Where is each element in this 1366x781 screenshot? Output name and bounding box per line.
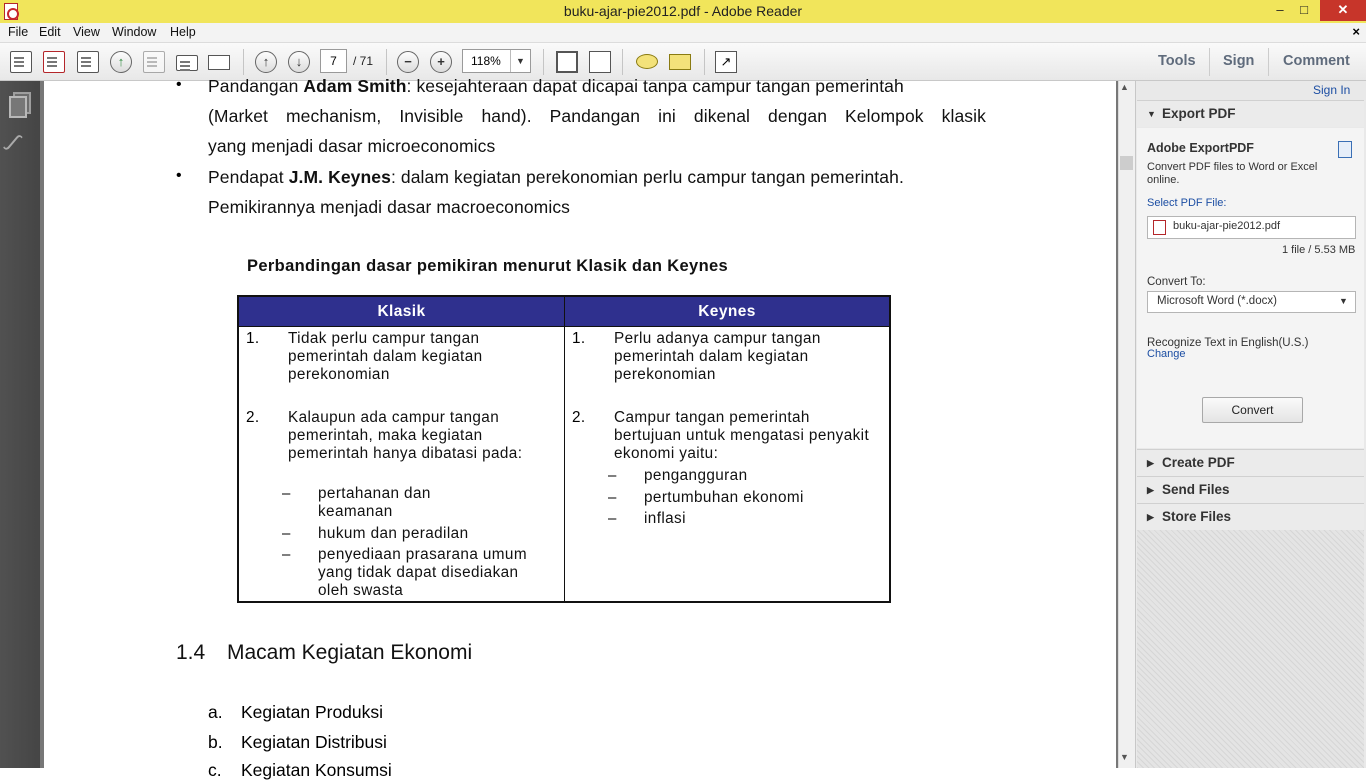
- keynes-item-number: 2.: [572, 409, 586, 426]
- zoom-select[interactable]: [462, 49, 531, 73]
- chevron-down-icon[interactable]: ▼: [510, 50, 530, 72]
- highlight-icon[interactable]: [669, 54, 691, 70]
- table-header-rule: [239, 326, 889, 327]
- bullet-text-line: [208, 136, 495, 157]
- text-run: Pendapat: [208, 167, 289, 187]
- klasik-item-number: 2.: [246, 409, 260, 426]
- klasik-subitem: penyediaan prasarana umum yang tidak dapat disediakan oleh swasta: [318, 546, 527, 599]
- format-value: Microsoft Word (*.docx): [1157, 295, 1277, 307]
- change-language-link[interactable]: Change: [1147, 348, 1186, 360]
- section-title: Macam Kegiatan Ekonomi: [227, 641, 473, 664]
- previous-page-icon[interactable]: ↑: [255, 51, 277, 73]
- comment-link[interactable]: Comment: [1283, 53, 1350, 69]
- toolbar-separator: [386, 49, 387, 75]
- list-item: Kegiatan Konsumsi: [241, 760, 392, 780]
- keynes-item-text: Campur tangan pemerintah bertujuan untuk mengatasi penyakit ekonomi yaitu:: [614, 409, 870, 462]
- klasik-subitem: pertahanan dan keamanan: [318, 485, 431, 520]
- menu-window[interactable]: Window: [112, 25, 157, 39]
- table-header-keynes: Keynes: [565, 297, 889, 326]
- menu-help[interactable]: Help: [170, 25, 196, 39]
- text-run: : dalam kegiatan perekonomian perlu campur tangan pemerintah.: [390, 167, 904, 187]
- text-run: (Market mechanism, Invisible hand). Pandangan ini dikenal dengan Kelompok klasik: [208, 106, 986, 126]
- bullet-icon: •: [176, 167, 182, 184]
- text-run: : kesejahteraan dapat dicapai tanpa campur tangan pemerintah: [406, 76, 904, 96]
- toolbar-separator: [622, 49, 623, 75]
- edit-pdf-icon[interactable]: [77, 51, 99, 73]
- close-button[interactable]: ✕: [1320, 0, 1366, 21]
- text-run: Pandangan: [208, 76, 304, 96]
- sign-in-link[interactable]: Sign In: [1313, 83, 1351, 97]
- file-name: buku-ajar-pie2012.pdf: [1173, 220, 1281, 232]
- send-files-section-header[interactable]: [1137, 476, 1364, 503]
- comment-icon[interactable]: [636, 54, 658, 69]
- export-service-icon: [1338, 141, 1352, 158]
- bullet-text-line: [208, 197, 570, 218]
- keynes-subitem: inflasi: [644, 510, 686, 527]
- toolbar-separator: [243, 49, 244, 75]
- select-file-label: Select PDF File:: [1147, 197, 1227, 209]
- klasik-item-number: 1.: [246, 330, 260, 347]
- file-size: 1 file / 5.53 MB: [1282, 244, 1356, 256]
- toolbar-separator: [1268, 48, 1269, 76]
- fullscreen-icon[interactable]: ↗: [715, 51, 737, 73]
- chevron-down-icon[interactable]: ▼: [1339, 296, 1348, 306]
- menu-view[interactable]: View: [73, 25, 100, 39]
- klasik-subitem: hukum dan peradilan: [318, 525, 469, 542]
- tools-link[interactable]: Tools: [1158, 53, 1196, 69]
- keynes-item-number: 1.: [572, 330, 586, 347]
- attachments-icon[interactable]: ∫: [3, 129, 25, 153]
- dash-icon: –: [608, 510, 617, 527]
- zoom-out-icon[interactable]: −: [397, 51, 419, 73]
- page-thumbnails-icon[interactable]: [9, 92, 29, 114]
- export-description: Convert PDF files to Word or Excel online.: [1147, 161, 1318, 186]
- fit-page-icon[interactable]: [556, 51, 578, 73]
- page-total: / 71: [353, 54, 374, 68]
- table-column-divider: [564, 297, 565, 602]
- sign-link[interactable]: Sign: [1223, 53, 1255, 69]
- list-letter: c.: [208, 760, 222, 780]
- zoom-value: 118%: [471, 54, 501, 68]
- upload-icon[interactable]: ↑: [110, 51, 132, 73]
- dash-icon: –: [608, 467, 617, 484]
- convert-button[interactable]: Convert: [1202, 397, 1303, 423]
- email-icon[interactable]: [208, 55, 230, 70]
- recognize-text-label: Recognize Text in English(U.S.): [1147, 337, 1309, 349]
- list-item: Kegiatan Produksi: [241, 702, 384, 722]
- create-pdf-section-title: Create PDF: [1162, 455, 1235, 470]
- vertical-scrollbar[interactable]: [1118, 81, 1135, 768]
- dash-icon: –: [282, 485, 291, 502]
- export-pdf-icon[interactable]: [43, 51, 65, 73]
- minimize-button[interactable]: –: [1276, 2, 1284, 17]
- table-header-klasik: Klasik: [239, 297, 564, 326]
- page-number-input[interactable]: 7: [320, 49, 347, 73]
- export-title: Adobe ExportPDF: [1147, 141, 1254, 155]
- empty-pane-area: [1137, 530, 1364, 768]
- next-page-icon[interactable]: ↓: [288, 51, 310, 73]
- toolbar-separator: [1209, 48, 1210, 76]
- keynes-subitem: pertumbuhan ekonomi: [644, 489, 804, 506]
- toolbar-separator: [704, 49, 705, 75]
- store-files-section-header[interactable]: [1137, 503, 1364, 530]
- convert-to-label: Convert To:: [1147, 276, 1206, 288]
- menu-bar: [0, 23, 1366, 43]
- zoom-in-icon[interactable]: +: [430, 51, 452, 73]
- pdf-file-icon: [1153, 220, 1166, 235]
- window-title: buku-ajar-pie2012.pdf - Adobe Reader: [563, 3, 803, 19]
- store-files-section-title: Store Files: [1162, 509, 1232, 524]
- dash-icon: –: [608, 489, 617, 506]
- menu-file[interactable]: File: [8, 25, 29, 39]
- dash-icon: –: [282, 525, 291, 542]
- close-document-icon[interactable]: ×: [1352, 24, 1360, 39]
- collapsed-icon: ▶: [1147, 458, 1154, 468]
- keynes-item-text: Perlu adanya campur tangan pemerintah dalam kegiatan perekonomian: [614, 330, 821, 383]
- text-run: yang menjadi dasar microeconomics: [208, 136, 496, 156]
- create-pdf-icon[interactable]: [10, 51, 32, 73]
- scroll-down-icon[interactable]: ▼: [1120, 752, 1129, 762]
- export-pdf-section-header[interactable]: [1137, 100, 1364, 127]
- klasik-item-text: Tidak perlu campur tangan pemerintah dalam kegiatan perekonomian: [288, 330, 483, 383]
- maximize-button[interactable]: □: [1300, 2, 1308, 17]
- list-item: Kegiatan Distribusi: [241, 732, 387, 752]
- bold-term: J.M. Keynes: [288, 167, 391, 187]
- expanded-icon: ▼: [1147, 109, 1156, 119]
- klasik-item-text: Kalaupun ada campur tangan pemerintah, maka kegiatan pemerintah hanya dibatasi pada:: [288, 409, 523, 462]
- table-caption: Perbandingan dasar pemikiran menurut Klasik dan Keynes: [247, 257, 729, 275]
- menu-edit[interactable]: Edit: [39, 25, 61, 39]
- scrollbar-thumb[interactable]: [1120, 156, 1133, 170]
- export-pdf-section-title: Export PDF: [1162, 106, 1236, 121]
- keynes-subitem: pengangguran: [644, 467, 748, 484]
- title-bar: [0, 0, 1366, 23]
- send-files-section-title: Send Files: [1162, 482, 1230, 497]
- save-icon[interactable]: [143, 51, 165, 73]
- create-pdf-section-header[interactable]: [1137, 449, 1364, 476]
- print-icon[interactable]: [176, 55, 198, 71]
- navigation-pane: [0, 81, 40, 768]
- scroll-up-icon[interactable]: ▲: [1120, 82, 1129, 92]
- section-heading: [176, 641, 473, 665]
- fit-width-icon[interactable]: [589, 51, 611, 73]
- collapsed-icon: ▶: [1147, 485, 1154, 495]
- collapsed-icon: ▶: [1147, 512, 1154, 522]
- toolbar-separator: [543, 49, 544, 75]
- bullet-text-line: [208, 106, 986, 127]
- bullet-icon: •: [176, 76, 182, 93]
- bullet-text-line: [208, 76, 904, 97]
- section-number: 1.4: [176, 641, 206, 664]
- bold-term: Adam Smith: [303, 76, 407, 96]
- dash-icon: –: [282, 546, 291, 563]
- list-letter: a.: [208, 702, 223, 722]
- list-letter: b.: [208, 732, 223, 752]
- bullet-text-line: [208, 167, 904, 188]
- text-run: Pemikirannya menjadi dasar macroeconomics: [208, 197, 571, 217]
